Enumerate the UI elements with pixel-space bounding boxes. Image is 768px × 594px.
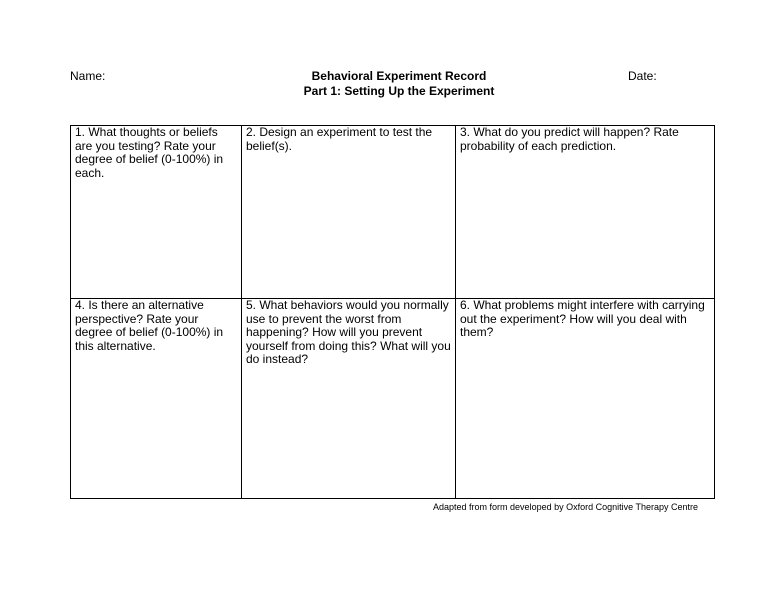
name-label: Name: bbox=[70, 69, 106, 83]
document-subtitle: Part 1: Setting Up the Experiment bbox=[303, 84, 495, 98]
date-label: Date: bbox=[628, 69, 657, 83]
table-row bbox=[71, 126, 715, 299]
document-title: Behavioral Experiment Record bbox=[311, 69, 487, 83]
cell-alternative-perspective[interactable]: 4. Is there an alternative perspective? Rate your degree of belief (0-100%) in this alternative. bbox=[71, 299, 242, 499]
attribution-note: Adapted from form developed by Oxford Cognitive Therapy Centre bbox=[433, 502, 698, 512]
cell-prediction[interactable]: 3. What do you predict will happen? Rate probability of each prediction. bbox=[456, 126, 715, 299]
table-row bbox=[71, 299, 715, 499]
cell-safety-behaviors[interactable]: 5. What behaviors would you normally use to prevent the worst from happening? How will you prevent yourself from doing this? What will you do instead? bbox=[242, 299, 456, 499]
cell-problems[interactable]: 6. What problems might interfere with carrying out the experiment? How will you deal with them? bbox=[456, 299, 715, 499]
experiment-record-table bbox=[70, 125, 715, 499]
cell-design-experiment[interactable]: 2. Design an experiment to test the belief(s). bbox=[242, 126, 456, 299]
cell-thoughts-beliefs[interactable]: 1. What thoughts or beliefs are you testing? Rate your degree of belief (0-100%) in each. bbox=[71, 126, 242, 299]
